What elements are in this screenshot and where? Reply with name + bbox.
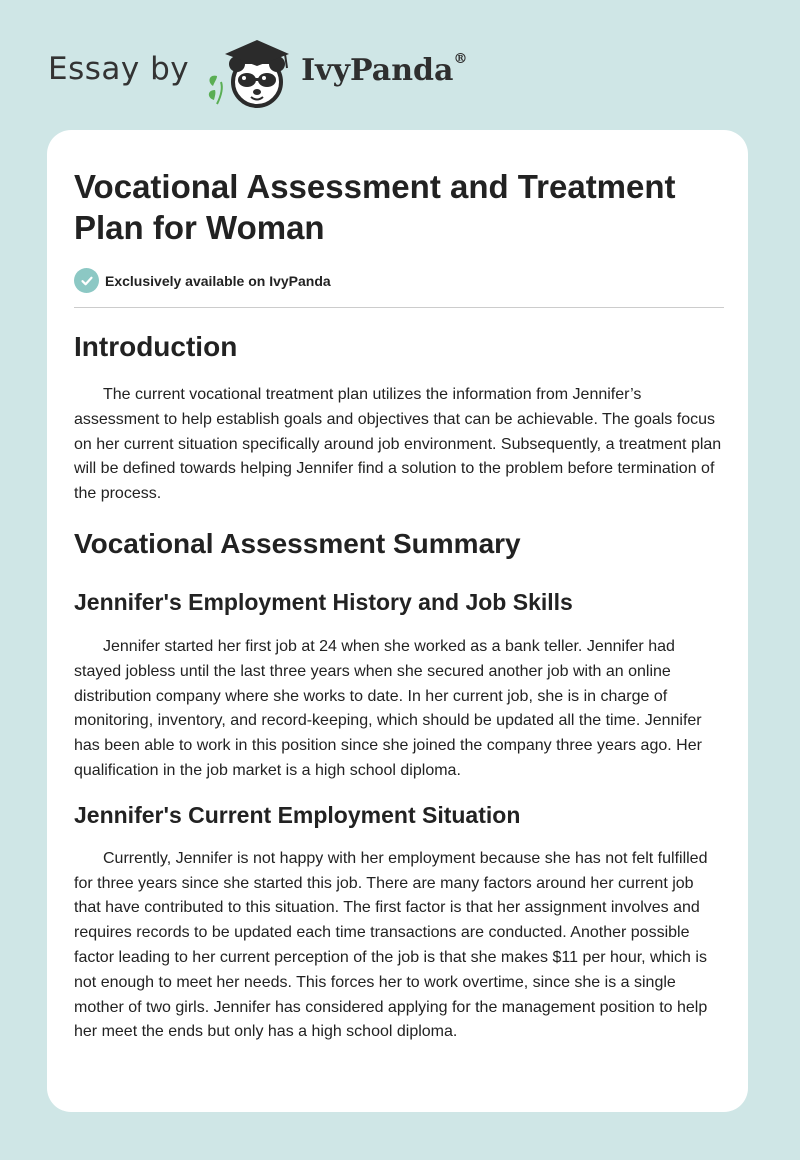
- exclusive-badge: [74, 268, 724, 293]
- heading-current-situation: Jennifer's Current Employment Situation: [74, 801, 521, 828]
- site-header: [48, 34, 467, 110]
- brand-text: IvyPanda: [301, 52, 454, 88]
- panda-graduate-logo-icon[interactable]: [203, 34, 299, 110]
- brand-name[interactable]: [301, 50, 468, 88]
- paragraph-current-situation: Currently, Jennifer is not happy with her employment because she has not felt fulfilled for three years since she started this job. There are many factors around her current job that have contributed to this situation. The first factor is that her assignment involves and requires records to be updated each time transactions are conducted. Another possible factor leading to her current perception of the job is that she makes $11 per hour, which is not enough to meet her needs. This forces her to work overtime, since she is a single mother of two girls. Jennifer has considered applying for the management position to help her meet the ends but only has a high school diploma.: [74, 849, 708, 1041]
- essay-card: [47, 130, 748, 1112]
- heading-employment-history: Jennifer's Employment History and Job Skills: [74, 588, 573, 615]
- paragraph-introduction: The current vocational treatment plan utilizes the information from Jennifer’s assessment to help establish goals and objectives that can be achievable. The goals focus on her current situation specifically around job environment. Subsequently, a treatment plan will be defined towards helping Jennifer find a solution to the problem before termination of the process.: [74, 386, 722, 503]
- heading-vocational-assessment-summary: Vocational Assessment Summary: [74, 527, 521, 559]
- heading-introduction: Introduction: [74, 331, 238, 362]
- title-divider: [74, 307, 724, 308]
- essay-content: [74, 166, 724, 1045]
- essay-by-label: Essay by: [48, 51, 190, 87]
- exclusive-label: Exclusively available on IvyPanda: [105, 272, 331, 289]
- checkmark-icon: [74, 268, 99, 293]
- registered-mark: ®: [453, 50, 468, 67]
- paragraph-employment-history: Jennifer started her first job at 24 when she worked as a bank teller. Jennifer had stayed jobless until the last three years when she secured another job with an online distribution company where she works to date. In her current job, she is in charge of monitoring, inventory, and record-keeping, which should be updated all the time. Jennifer has been able to work in this position since she joined the company three years ago. Her qualification in the job market is a high school diploma.: [74, 637, 702, 779]
- page-title: Vocational Assessment and Treatment Plan for Woman: [74, 168, 676, 246]
